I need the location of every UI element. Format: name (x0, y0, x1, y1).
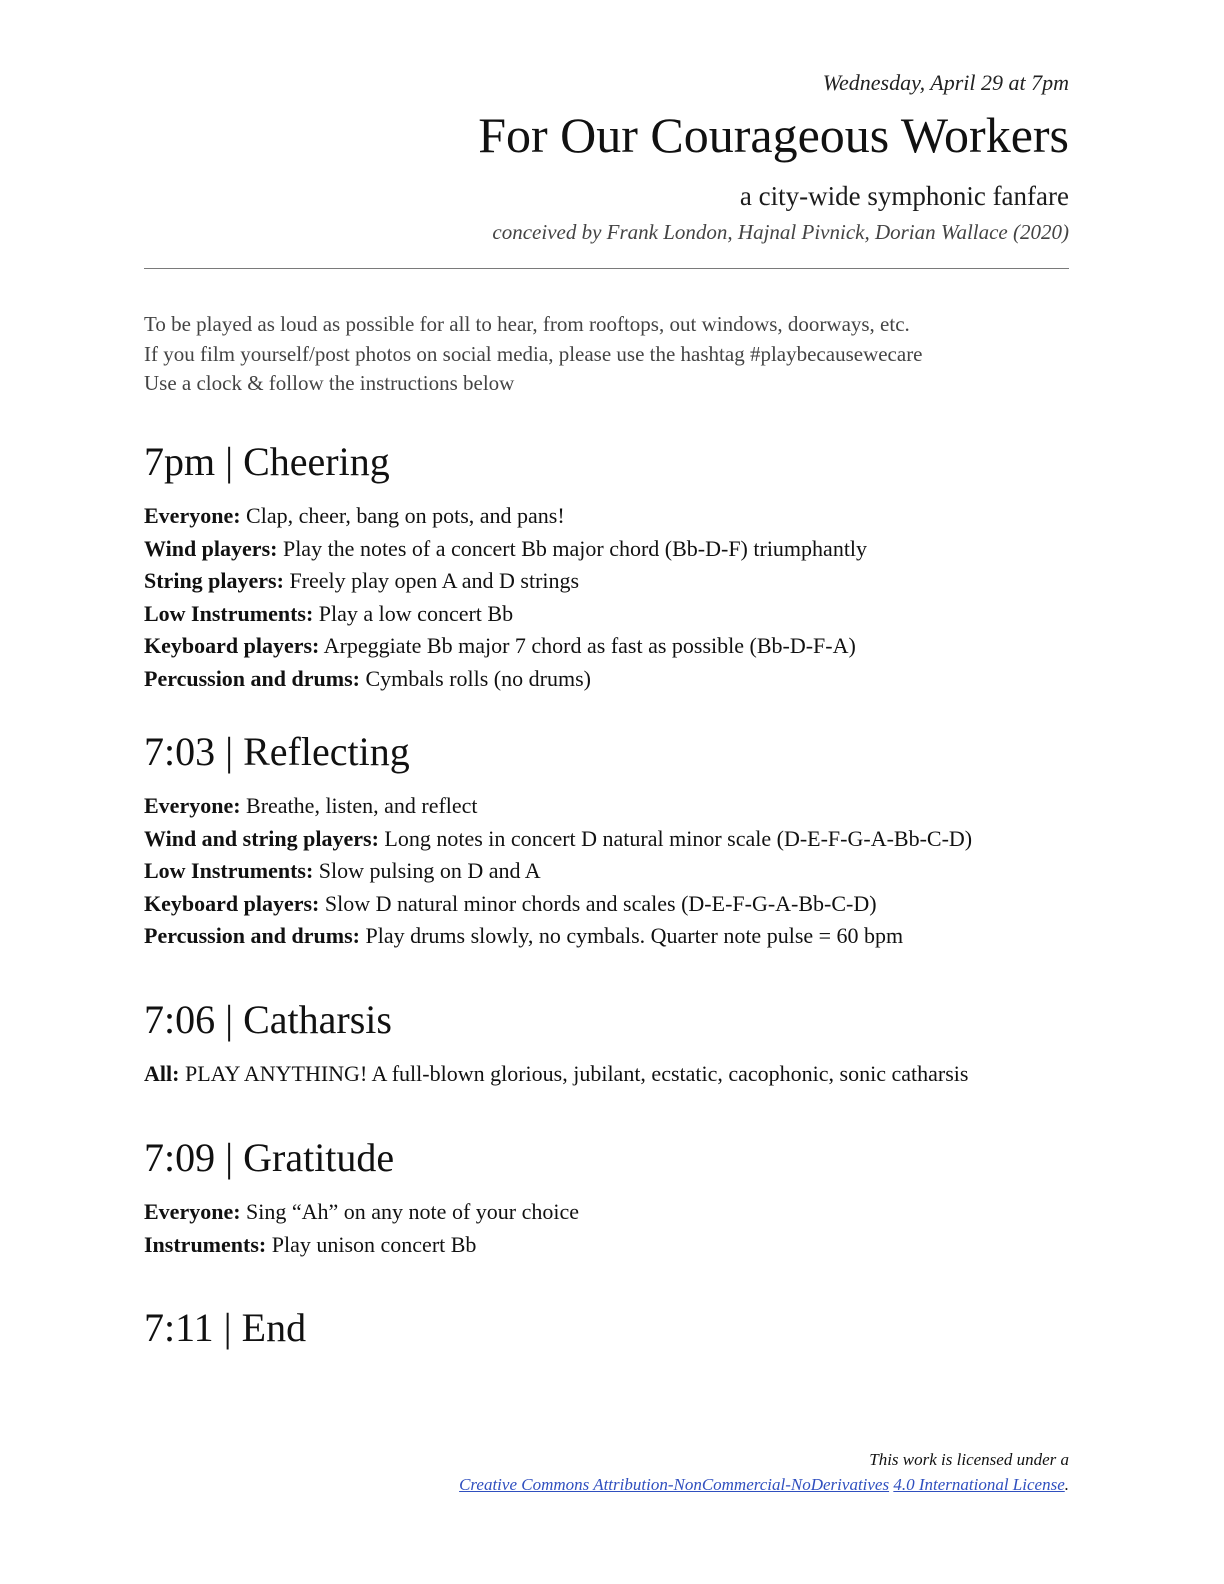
section-heading: 7:09 | Gratitude (144, 1135, 395, 1180)
instruction-label: String players: (144, 568, 284, 594)
instruction-label: Instruments: (144, 1231, 267, 1257)
intro-line: Use a clock & follow the instructions below (144, 371, 515, 395)
instruction-text: Long notes in concert D natural minor scale (D-E-F-G-A-Bb-C-D) (378, 825, 973, 851)
instruction-label: All: (144, 1061, 180, 1086)
license-notice (459, 1447, 1069, 1497)
section-heading: 7:03 | Reflecting (144, 729, 410, 774)
section-reflecting (144, 728, 972, 953)
instruction-line (144, 565, 867, 598)
license-link-international[interactable]: 4.0 International License (893, 1475, 1065, 1494)
instruction-text: Slow D natural minor chords and scales (D-E-F-G-A-Bb-C-D) (319, 890, 877, 916)
instruction-list (144, 790, 972, 953)
credit-line: conceived by Frank London, Hajnal Pivnick, Dorian Wallace (2020) (492, 220, 1069, 244)
instruction-line (144, 823, 972, 856)
intro-line: If you film yourself/post photos on social media, please use the hashtag #playbecausewecare (144, 341, 923, 366)
instruction-text: PLAY ANYTHING! A full-blown glorious, jubilant, ecstatic, cacophonic, sonic catharsis (179, 1061, 969, 1086)
instruction-list (144, 500, 867, 696)
instruction-line (144, 1058, 968, 1091)
instruction-label: Wind players: (144, 535, 278, 561)
instruction-line (144, 630, 867, 663)
instruction-line (144, 500, 867, 533)
instruction-text: Play drums slowly, no cymbals. Quarter note pulse = 60 bpm (359, 923, 904, 949)
instruction-text: Freely play open A and D strings (283, 568, 580, 594)
instruction-line (144, 533, 867, 566)
instruction-list (144, 1196, 579, 1261)
instruction-label: Everyone: (144, 793, 241, 818)
instruction-label: Keyboard players: (144, 633, 320, 659)
instruction-text: Arpeggiate Bb major 7 chord as fast as possible (Bb-D-F-A) (319, 633, 856, 659)
instruction-text: Breathe, listen, and reflect (240, 793, 478, 818)
instruction-label: Low Instruments: (144, 858, 314, 884)
intro-text (144, 310, 923, 399)
instruction-line (144, 920, 972, 953)
event-date: Wednesday, April 29 at 7pm (822, 70, 1069, 95)
instruction-label: Keyboard players: (144, 890, 320, 916)
instruction-line (144, 663, 867, 696)
instruction-text: Clap, cheer, bang on pots, and pans! (240, 503, 565, 528)
section-heading: 7:06 | Catharsis (144, 997, 392, 1042)
instruction-label: Everyone: (144, 503, 241, 528)
instruction-label: Wind and string players: (144, 825, 379, 851)
license-link-cc[interactable]: Creative Commons Attribution-NonCommercial-NoDerivatives (459, 1475, 890, 1494)
section-catharsis (144, 996, 968, 1091)
instruction-label: Percussion and drums: (144, 665, 360, 691)
intro-line: To be played as loud as possible for all to hear, from rooftops, out windows, doorways, etc. (144, 312, 910, 336)
section-cheering (144, 438, 867, 696)
instruction-line (144, 598, 867, 631)
instruction-line (144, 1196, 579, 1229)
license-period: . (1064, 1475, 1069, 1494)
instruction-line (144, 855, 972, 888)
instruction-line (144, 790, 972, 823)
document-title: For Our Courageous Workers (478, 107, 1069, 163)
instruction-line (144, 1229, 579, 1262)
instruction-text: Cymbals rolls (no drums) (359, 665, 591, 691)
document-page (144, 0, 1069, 1584)
instruction-text: Slow pulsing on D and A (313, 858, 541, 884)
document-subtitle: a city-wide symphonic fanfare (739, 181, 1069, 211)
instruction-line (144, 888, 972, 921)
instruction-label: Low Instruments: (144, 600, 314, 626)
section-gratitude (144, 1134, 579, 1261)
instruction-label: Everyone: (144, 1199, 241, 1224)
instruction-text: Sing “Ah” on any note of your choice (240, 1199, 579, 1224)
section-heading: 7pm | Cheering (144, 439, 390, 484)
instruction-text: Play a low concert Bb (313, 600, 514, 626)
license-links (459, 1472, 1069, 1497)
instruction-text: Play the notes of a concert Bb major chord (Bb-D-F) triumphantly (277, 535, 868, 561)
section-heading: 7:11 | End (144, 1305, 307, 1350)
section-end (144, 1304, 306, 1352)
instruction-text: Play unison concert Bb (266, 1231, 477, 1257)
license-text: This work is licensed under a (869, 1450, 1069, 1469)
horizontal-divider (144, 268, 1069, 269)
instruction-list (144, 1058, 968, 1091)
instruction-label: Percussion and drums: (144, 923, 360, 949)
